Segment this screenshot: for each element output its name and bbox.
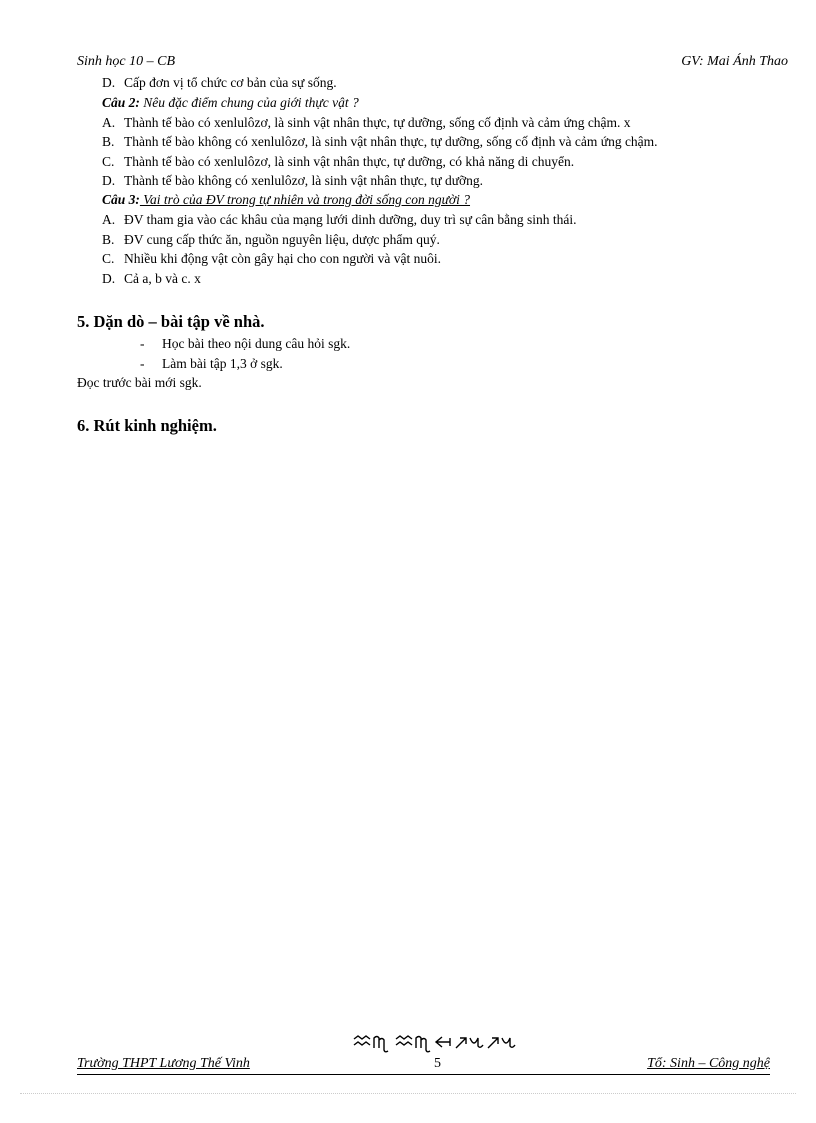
question-text: Nêu đặc điểm chung của giới thực vật ? [139,95,359,110]
option-letter: A. [102,115,116,130]
page-bottom-divider [20,1093,796,1094]
section-5-bullet-1 [140,335,350,353]
q2-option-c [102,153,574,171]
footer-page-number: 5 [434,1056,441,1071]
option-text: ĐV tham gia vào các khâu của mạng lưới dinh dưỡng, duy trì sự cân bằng sinh thái. [124,212,577,227]
footer-department: Tổ: Sinh – Công nghệ [647,1056,770,1071]
option-letter: D. [102,271,116,286]
section-5-bullet-2 [140,355,283,373]
option-text: ĐV cung cấp thức ăn, nguồn nguyên liệu, dược phẩm quý. [124,232,440,247]
bullet-text: Học bài theo nội dung câu hỏi sgk. [162,336,351,351]
header-subject: Sinh học 10 – CB [77,54,175,69]
ornament-glyphs [350,1030,530,1054]
q2-option-d [102,172,483,190]
bullet-text: Làm bài tập 1,3 ở sgk. [162,356,283,371]
bullet-dash: - [140,356,145,371]
question-label: Câu 3: [102,192,140,207]
option-letter: B. [102,232,115,247]
q3-option-a [102,211,577,229]
page-header [77,54,788,72]
q2-option-b [102,133,658,151]
bullet-dash: - [140,336,145,351]
question-text: Vai trò của ĐV trong tự nhiên và trong đời sống con người ? [139,192,471,207]
option-text: Thành tế bào có xenlulôzơ, là sinh vật nhân thực, tự dưỡng, có khả năng di chuyển. [124,154,575,169]
page-footer [77,1056,770,1075]
section-6-heading: 6. Rút kinh nghiệm. [77,416,217,435]
option-letter: C. [102,251,115,266]
option-letter: B. [102,134,115,149]
option-text: Cả a, b và c. x [124,271,201,286]
q2-option-a [102,114,631,132]
section-5-note: Đọc trước bài mới sgk. [77,375,202,390]
question-label: Câu 2: [102,95,140,110]
option-letter: A. [102,212,116,227]
question-2 [102,94,359,112]
option-letter: D. [102,75,116,90]
footer-school: Trường THPT Lương Thế Vinh [77,1056,250,1071]
q3-option-c [102,250,441,268]
option-letter: D. [102,173,116,188]
option-text: Thành tế bào không có xenlulôzơ, là sinh vật nhân thực, tự dưỡng. [124,173,484,188]
footer-ornament [350,1030,530,1054]
q3-option-d [102,270,201,288]
section-5-heading: 5. Dặn dò – bài tập về nhà. [77,312,265,331]
option-text: Thành tế bào có xenlulôzơ, là sinh vật nhân thực, tự dưỡng, sống cố định và cảm ứng chậm. x [124,115,631,130]
option-text: Nhiều khi động vật còn gây hại cho con người và vật nuôi. [124,251,442,266]
q1-option-d [102,74,337,92]
option-letter: C. [102,154,115,169]
q3-option-b [102,231,440,249]
header-teacher: GV: Mai Ánh Thao [681,54,788,69]
option-text: Thành tế bào không có xenlulôzơ, là sinh vật nhân thực, tự dưỡng, sống cố định và cảm ứng chậm. [124,134,658,149]
option-text: Cấp đơn vị tổ chức cơ bản của sự sống. [124,75,337,90]
question-3 [102,191,470,209]
